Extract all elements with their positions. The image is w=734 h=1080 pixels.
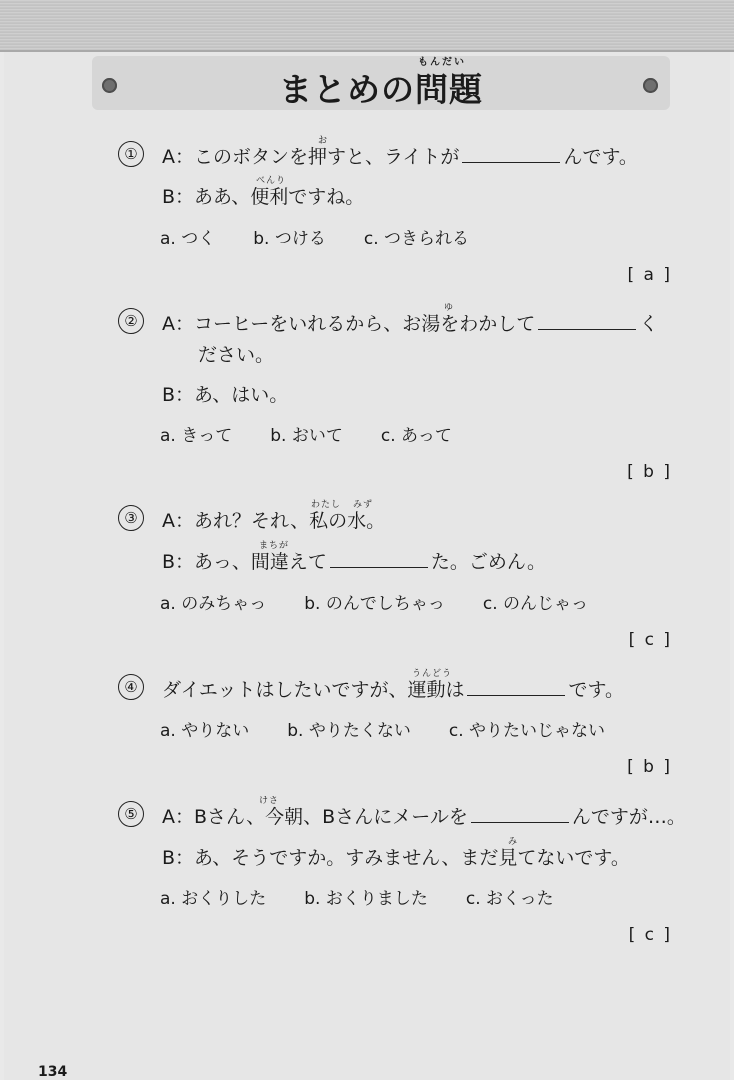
answer-bracket: [ a ] <box>627 265 672 285</box>
furigana: まちが <box>259 541 290 551</box>
answer-blank <box>538 313 636 330</box>
answer-bracket: [ b ] <box>627 462 672 482</box>
question-number: ② <box>118 308 144 334</box>
furigana: べんり <box>256 176 287 186</box>
choice-option: a. やりない <box>160 721 250 741</box>
choice-option: c. おくった <box>465 889 554 909</box>
question-line <box>162 802 686 829</box>
question-line: ださい。 <box>198 344 275 366</box>
dialogue-text: A：Bさん、今朝、Bさんにメールを <box>162 806 468 828</box>
question-line: B：あ、そうですか。すみません、まだ見てないです。 <box>162 847 630 869</box>
question-line <box>162 142 638 169</box>
choice-list <box>160 421 490 446</box>
title-ruby: もんだい <box>418 57 466 68</box>
answer-bracket: [ c ] <box>628 925 672 945</box>
choice-option: c. あって <box>380 426 452 446</box>
choice-option: c. やりたいじゃない <box>448 721 605 741</box>
question-line <box>162 309 658 336</box>
answer-bracket: [ c ] <box>628 630 672 650</box>
dialogue-text: んです。 <box>563 146 638 168</box>
question-line <box>162 675 624 702</box>
answer-blank <box>330 551 428 568</box>
question-number: ③ <box>118 505 144 531</box>
page-title: まとめの問題 <box>279 70 483 109</box>
choice-list <box>160 589 626 614</box>
choice-option: b. のんでしちゃっ <box>304 594 445 614</box>
question-line: B：あ、はい。 <box>162 384 289 406</box>
choice-option: a. つく <box>160 229 216 249</box>
question-number: ① <box>118 141 144 167</box>
binding-strip <box>0 0 734 52</box>
choice-option: a. のみちゃっ <box>160 594 267 614</box>
furigana: ゆ <box>444 303 455 313</box>
answer-blank <box>467 679 565 696</box>
dialogue-text: A：このボタンを押すと、ライトが <box>162 146 460 168</box>
choice-option: a. きって <box>160 426 233 446</box>
question-number: ⑤ <box>118 801 144 827</box>
choice-option: c. つきられる <box>363 229 469 249</box>
answer-blank <box>462 146 560 163</box>
dialogue-text: です。 <box>568 679 624 701</box>
choice-option: c. のんじゃっ <box>482 594 588 614</box>
question-line <box>162 547 546 574</box>
choice-option: b. やりたくない <box>287 721 411 741</box>
question-line: A：あれ？それ、私の水。 <box>162 510 386 532</box>
choice-option: b. おくりました <box>304 889 428 909</box>
question-line: B：ああ、便利ですね。 <box>162 186 365 208</box>
choice-option: b. つける <box>253 229 326 249</box>
furigana: けさ <box>259 796 280 806</box>
choice-list <box>160 884 592 909</box>
page-number: 134 <box>38 1064 68 1080</box>
furigana: みず <box>353 500 374 510</box>
dialogue-text: んですが…。 <box>571 806 686 828</box>
choice-list <box>160 224 507 249</box>
dialogue-text: B：あっ、間違えて <box>162 551 327 573</box>
furigana: わたし <box>311 500 342 510</box>
furigana: うんどう <box>412 669 453 679</box>
choice-list <box>160 716 643 741</box>
dialogue-text: た。ごめん。 <box>430 551 546 573</box>
dialogue-text: A：コーヒーをいれるから、お湯をわかして <box>162 313 536 335</box>
choice-option: a. おくりした <box>160 889 267 909</box>
answer-bracket: [ b ] <box>627 757 672 777</box>
choice-option: b. おいて <box>270 426 343 446</box>
dialogue-text: く <box>639 313 659 335</box>
furigana: お <box>318 136 329 146</box>
dialogue-text: ダイエットはしたいですが、運動は <box>162 679 465 701</box>
question-number: ④ <box>118 674 144 700</box>
answer-blank <box>471 806 569 823</box>
furigana: み <box>508 837 519 847</box>
